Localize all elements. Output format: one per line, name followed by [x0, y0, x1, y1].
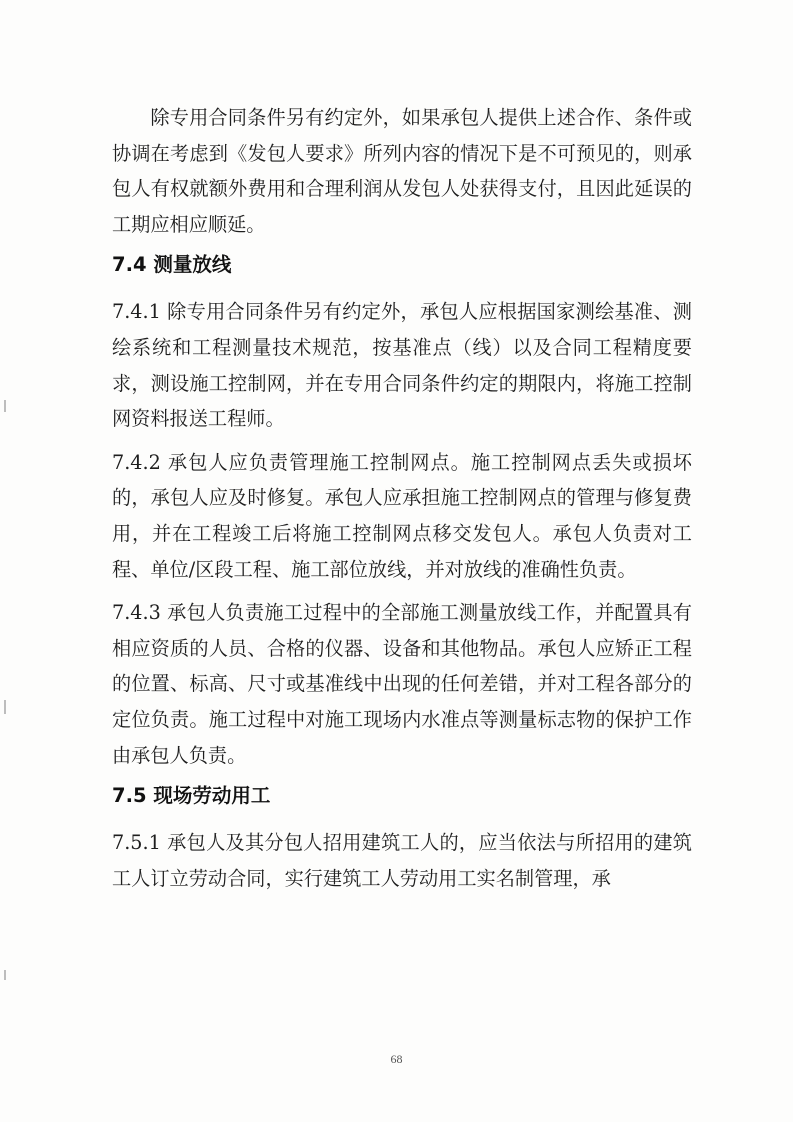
scan-edge-mark: [4, 400, 6, 412]
clause-7-4-3: 7.4.3 承包人负责施工过程中的全部施工测量放线工作，并配置具有相应资质的人员、合格的仪器、设备和其他物品。承包人应矫正工程的位置、标高、尺寸或基准线中出现的任何差错，并对工程各部分的定位负责。施工过程中对施工现场内水准点等测量标志物的保护工作由承包人负责。: [112, 601, 692, 767]
clause-7-4-1: 7.4.1 除专用合同条件另有约定外，承包人应根据国家测绘基准、测绘系统和工程测量技术规范，按基准点（线）以及合同工程精度要求，测设施工控制网，并在专用合同条件约定的期限内，将施工控制网资料报送工程师。: [112, 300, 692, 431]
clause-7-4-2: 7.4.2 承包人应负责管理施工控制网点。施工控制网点丢失或损坏的，承包人应及时修复。承包人应承担施工控制网点的管理与修复费用，并在工程竣工后将施工控制网点移交发包人。承包人负责对工程、单位/区段工程、施工部位放线，并对放线的准确性负责。: [112, 450, 692, 581]
section-heading-7-5: 7.5 现场劳动用工: [112, 784, 271, 808]
scan-edge-mark: [4, 700, 6, 714]
document-body: [112, 100, 692, 904]
scan-edge-mark: [4, 970, 6, 980]
clause-7-5-1: 7.5.1 承包人及其分包人招用建筑工人的，应当依法与所招用的建筑工人订立劳动合同，实行建筑工人劳动用工实名制管理，承: [112, 831, 692, 890]
section-heading-7-4: 7.4 测量放线: [112, 253, 232, 277]
page-number: 68: [390, 1052, 403, 1066]
paragraph-unforeseeable-conditions: 除专用合同条件另有约定外，如果承包人提供上述合作、条件或协调在考虑到《发包人要求》所列内容的情况下是不可预见的，则承包人有权就额外费用和合理利润从发包人处获得支付，且因此延误的工期应相应顺延。: [112, 106, 692, 236]
